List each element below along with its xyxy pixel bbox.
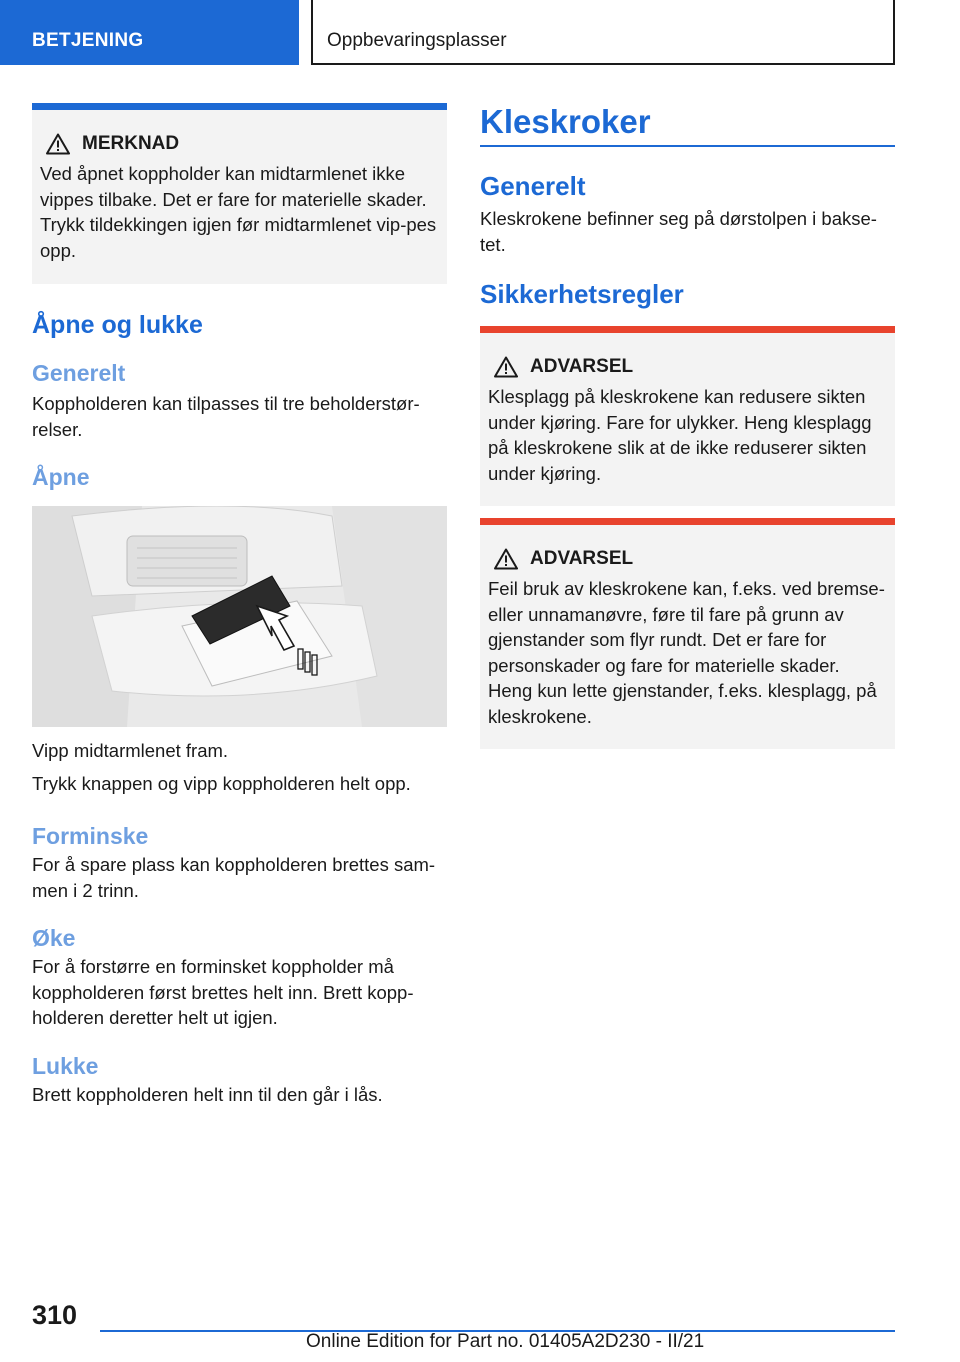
footer-edition: Online Edition for Part no. 01405A2D230 - II/21 bbox=[306, 1331, 705, 1352]
warning-triangle-icon bbox=[494, 548, 518, 570]
warning-box-2 bbox=[480, 518, 895, 749]
general-text-right: Kleskrokene befinner seg på dørstolpen i bakse-tet. bbox=[480, 208, 877, 255]
step-2: Trykk knappen og vipp koppholderen helt opp. bbox=[32, 772, 411, 794]
heading-close: Lukke bbox=[32, 1052, 99, 1079]
heading-coat-hooks: Kleskroker bbox=[480, 103, 895, 147]
warning-triangle-icon bbox=[46, 133, 70, 155]
heading-open: Åpne bbox=[32, 464, 90, 490]
left-column bbox=[32, 103, 447, 1107]
warning-text: Klesplagg på kleskrokene kan redusere sikten under kjøring. Fare for ulykker. Heng klesplagg på kleskrokene slik at de ikke reduserer sikten under kjøring. bbox=[488, 386, 872, 484]
armrest-cupholder-illustration bbox=[32, 506, 447, 727]
header-chapter-box bbox=[311, 0, 895, 65]
heading-increase: Øke bbox=[32, 925, 76, 951]
warning-triangle-icon bbox=[494, 356, 518, 378]
note-top-bar bbox=[32, 103, 447, 110]
header-section-label: BETJENING bbox=[32, 30, 144, 51]
note-title bbox=[46, 133, 439, 155]
header-section-tab bbox=[0, 0, 299, 65]
close-text: Brett koppholderen helt inn til den går i lås. bbox=[32, 1083, 383, 1105]
note-box bbox=[32, 103, 447, 284]
heading-open-close: Åpne og lukke bbox=[32, 311, 203, 339]
warning-title bbox=[494, 356, 887, 378]
heading-safety: Sikkerhetsregler bbox=[480, 279, 684, 309]
general-text: Koppholderen kan tilpasses til tre beholderstør-relser. bbox=[32, 393, 420, 440]
note-title-label: MERKNAD bbox=[82, 133, 180, 154]
warning-text: Feil bruk av kleskrokene kan, f.eks. ved bremse- eller unnamanøvre, føre til fare på grunn av gjenstander som flyr rundt. Det er fare for personskader og fare for materielle skader. Heng kun lette gjenstander, f.eks. klesplagg, på kleskrokene. bbox=[488, 578, 885, 727]
heading-general-right: Generelt bbox=[480, 171, 586, 201]
warning-top-bar bbox=[480, 518, 895, 525]
step-1: Vipp midtarmlenet fram. bbox=[32, 740, 229, 761]
warning-title-label: ADVARSEL bbox=[530, 548, 634, 569]
right-column bbox=[480, 103, 895, 749]
page-number: 310 bbox=[32, 1300, 78, 1330]
header-chapter-label: Oppbevaringsplasser bbox=[327, 30, 507, 51]
warning-top-bar bbox=[480, 326, 895, 333]
heading-general: Generelt bbox=[32, 360, 126, 386]
note-text: Ved åpnet koppholder kan midtarmlenet ikke vippes tilbake. Det er fare for materielle skader. Trykk tildekkingen igjen før midtarmlenet vip-pes opp. bbox=[40, 163, 437, 261]
reduce-text: For å spare plass kan koppholderen brettes sam-men i 2 trinn. bbox=[32, 854, 436, 901]
warning-box-1 bbox=[480, 326, 895, 506]
increase-text: For å forstørre en forminsket koppholder må koppholderen først brettes helt inn. Brett kopp-holderen deretter helt ut igjen. bbox=[32, 956, 414, 1028]
warning-title-label: ADVARSEL bbox=[530, 356, 634, 377]
heading-reduce: Forminske bbox=[32, 823, 149, 849]
warning-title bbox=[494, 548, 887, 570]
